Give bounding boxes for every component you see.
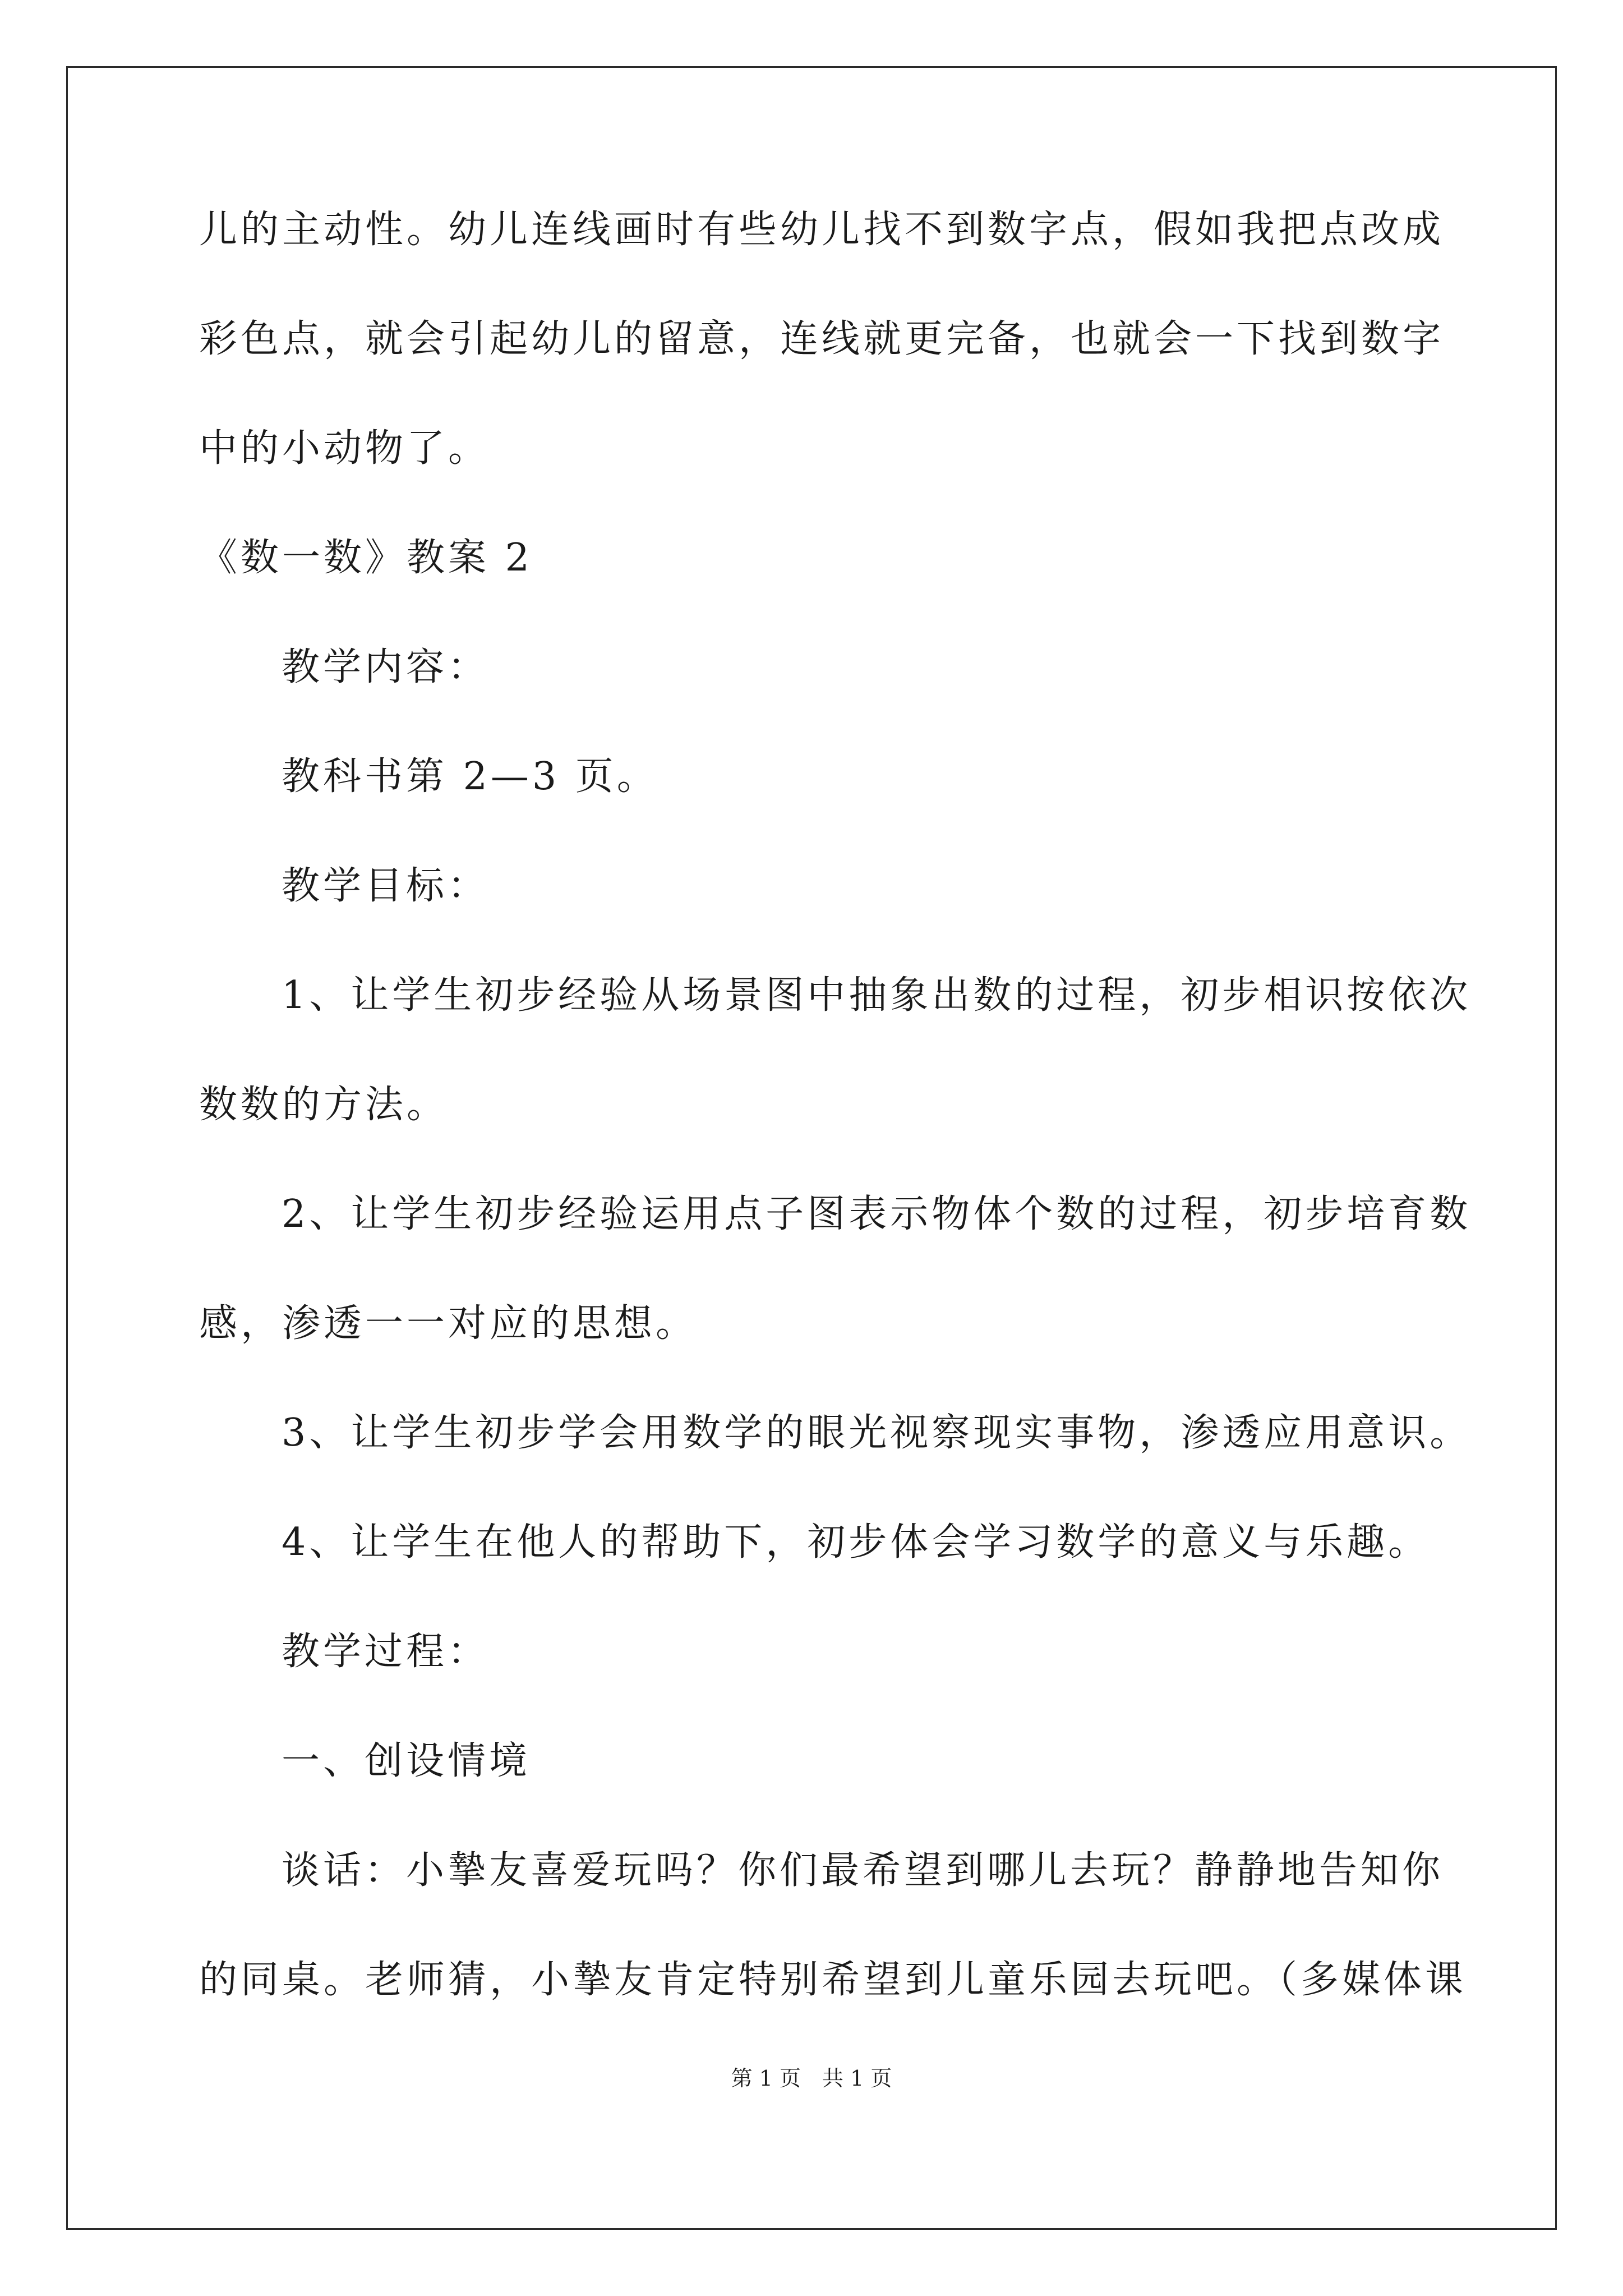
page-footer: 第 1 页 共 1 页 [731,2066,892,2091]
subheading: 一、创设情境 [282,1739,531,1783]
list-item: 1、让学生初步经验从场景图中抽象出数的过程，初步相识按依次 [282,973,1472,1018]
list-item: 2、让学生初步经验运用点子图表示物体个数的过程，初步培育数 [282,1192,1472,1236]
subheading: 教学过程： [282,1630,490,1674]
paragraph-line: 彩色点，就会引起幼儿的留意，连线就更完备，也就会一下找到数字 [199,317,1445,361]
paragraph-line: 中的小动物了。 [199,426,490,471]
paragraph-line: 教科书第 2—3 页。 [282,754,658,799]
page-border [66,66,1557,2230]
paragraph-line: 的同桌。老师猜，小摯友肯定特别希望到儿童乐园去玩吧。（多媒体课 [199,1958,1467,2002]
subheading: 教学目标： [282,864,490,908]
list-item: 3、让学生初步学会用数学的眼光视察现实事物，渗透应用意识。 [282,1411,1472,1455]
paragraph-line: 谈话：小摯友喜爱玩吗？你们最希望到哪儿去玩？静静地告知你 [282,1848,1444,1893]
list-item-continuation: 感，渗透一一对应的思想。 [199,1301,698,1346]
paragraph-line: 儿的主动性。幼儿连线画时有些幼儿找不到数字点，假如我把点改成 [199,208,1445,252]
subheading: 教学内容： [282,645,490,689]
list-item: 4、让学生在他人的帮助下，初步体会学习数学的意义与乐趣。 [282,1520,1430,1565]
list-item-continuation: 数数的方法。 [199,1083,449,1127]
section-heading: 《数一数》教案 2 [199,536,533,580]
